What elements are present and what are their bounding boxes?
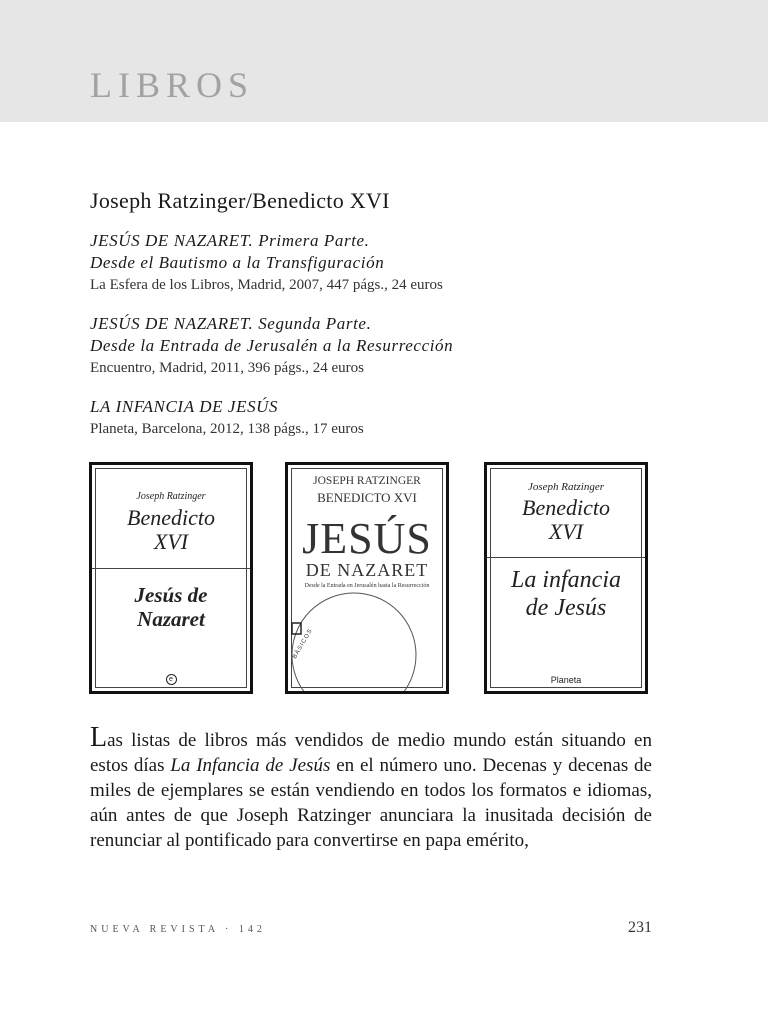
drop-cap: L — [90, 722, 108, 753]
book-entry-1 — [90, 230, 690, 296]
book-1-title: JESÚS DE NAZARET. — [90, 231, 254, 250]
cover-jesus-de-nazaret-1 — [89, 462, 253, 694]
cover-1-name-line2: XVI — [153, 529, 189, 554]
footer-journal: NUEVA REVISTA · 142 — [90, 924, 266, 935]
cover-2-series: BÁSICOS — [292, 627, 315, 660]
cover-3-name-line2: XVI — [548, 519, 584, 544]
cover-1-publisher-logo — [92, 673, 250, 685]
cover-2-circle-ornament — [288, 465, 446, 691]
cover-la-infancia-de-jesus — [484, 462, 648, 694]
body-text-2: en el número uno. Decenas y decenas de miles de ejemplares se están vendiendo en todos los formatos e idiomas, aún antes de que Joseph Ratzinger anunciara la inusitada decisión de renunciar al pontificado para convertirse en papa emérito, — [90, 755, 652, 851]
review-author: Joseph Ratzinger/Benedicto XVI — [90, 188, 390, 213]
cover-1-title-line2: Nazaret — [137, 607, 205, 631]
book-1-publication: La Esfera de los Libros, Madrid, 2007, 447 págs., 24 euros — [90, 277, 443, 293]
cover-2-author-line2: BENEDICTO XVI — [317, 490, 417, 505]
book-3-title: LA INFANCIA DE JESÚS — [90, 397, 279, 416]
cover-1-name-line1: Benedicto — [127, 505, 215, 530]
book-2-subtitle: Desde la Entrada de Jerusalén a la Resurrección — [90, 336, 454, 355]
cover-1-publisher: e — [166, 674, 177, 685]
article-body — [90, 722, 652, 853]
book-2-title: JESÚS DE NAZARET. — [90, 314, 254, 333]
cover-2-tagline: Desde la Entrada en Jerusalén hasta la Resurrección — [304, 583, 430, 589]
cover-1-author: Joseph Ratzinger — [136, 491, 206, 502]
footer-page-number: 231 — [628, 919, 652, 936]
cover-2-author-line1: JOSEPH RATZINGER — [313, 475, 421, 487]
book-covers — [89, 462, 651, 694]
cover-3-title-line1: La infancia — [510, 567, 621, 593]
cover-3-publisher: Planeta — [550, 675, 582, 685]
book-1-subtitle: Desde el Bautismo a la Transfiguración — [90, 253, 385, 272]
cover-3-author: Joseph Ratzinger — [527, 481, 605, 493]
book-3-publication: Planeta, Barcelona, 2012, 138 págs., 17 euros — [90, 421, 364, 437]
cover-3-name-line1: Benedicto — [522, 495, 610, 520]
section-title: LIBROS — [90, 65, 255, 105]
book-entry-2 — [90, 313, 690, 379]
book-1-title-part: Primera Parte. — [258, 231, 370, 250]
cover-1-title-line1: Jesús de — [134, 583, 208, 607]
cover-2-title-sub: DE NAZARET — [305, 560, 429, 580]
body-text-1: as listas de libros más vendidos de medio mundo están situando en estos días — [90, 730, 652, 776]
cover-3-title-line2: de Jesús — [525, 595, 607, 621]
cover-2-title-big: JESÚS — [302, 514, 432, 563]
cover-jesus-de-nazaret-2 — [285, 462, 449, 694]
book-2-title-part: Segunda Parte. — [258, 314, 372, 333]
book-entry-3 — [90, 396, 690, 440]
body-italic-title: La Infancia de Jesús — [170, 755, 331, 776]
book-2-publication: Encuentro, Madrid, 2011, 396 págs., 24 euros — [90, 360, 364, 376]
